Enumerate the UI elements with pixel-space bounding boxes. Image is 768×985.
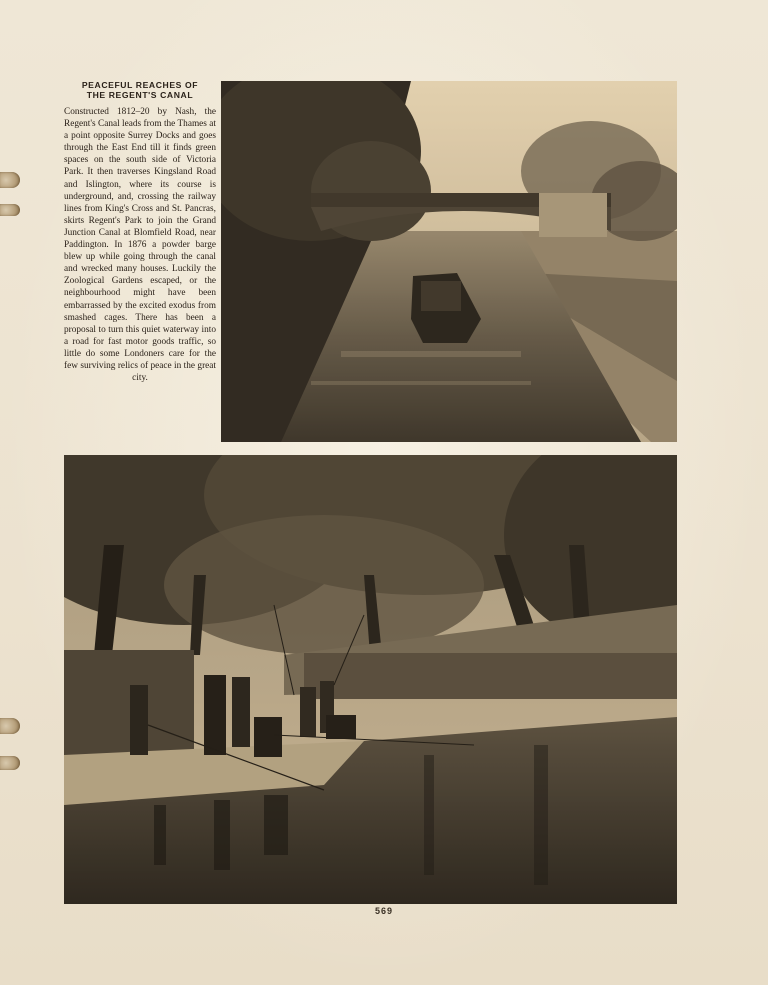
article-body: Constructed 1812–20 by Nash, the Regent's Canal leads from the Thames at a point opposite Surrey Docks and goes through the East End till it finds green spaces on the south side of Victoria Park. It then traverses Kingsland Road and Islington, where its course is underground, and, crossing the railway lines from King's Cross and St. Pancras, skirts Regent's Park to join the Grand Junction Canal at Blomfield Road, near Paddington. In 1876 a powder barge blew up while going through the canal and wrecked many houses. Luckily the Zoological Gardens escaped, or the neighbourhood might have been embarrassed by the excited exodus from smashed cages. There has been a proposal to turn this quiet waterway into a road for fast motor goods traffic, so little do some Londoners care for the few surviving relics of peace in the great city. (64, 107, 216, 384)
binding-hole (0, 756, 20, 770)
canal-bridge-illustration (221, 81, 677, 442)
article-heading-line2: THE REGENT'S CANAL (86, 90, 194, 100)
article-heading-line1: PEACEFUL REACHES OF (81, 80, 199, 90)
binding-hole (0, 172, 20, 188)
article-heading (64, 80, 216, 100)
binding-hole (0, 718, 20, 734)
article-column (64, 80, 216, 384)
binding-hole (0, 204, 20, 216)
page-number: 569 (374, 906, 394, 916)
anglers-illustration (64, 455, 677, 904)
anglers-photo (64, 455, 677, 904)
canal-bridge-photo (221, 81, 677, 442)
